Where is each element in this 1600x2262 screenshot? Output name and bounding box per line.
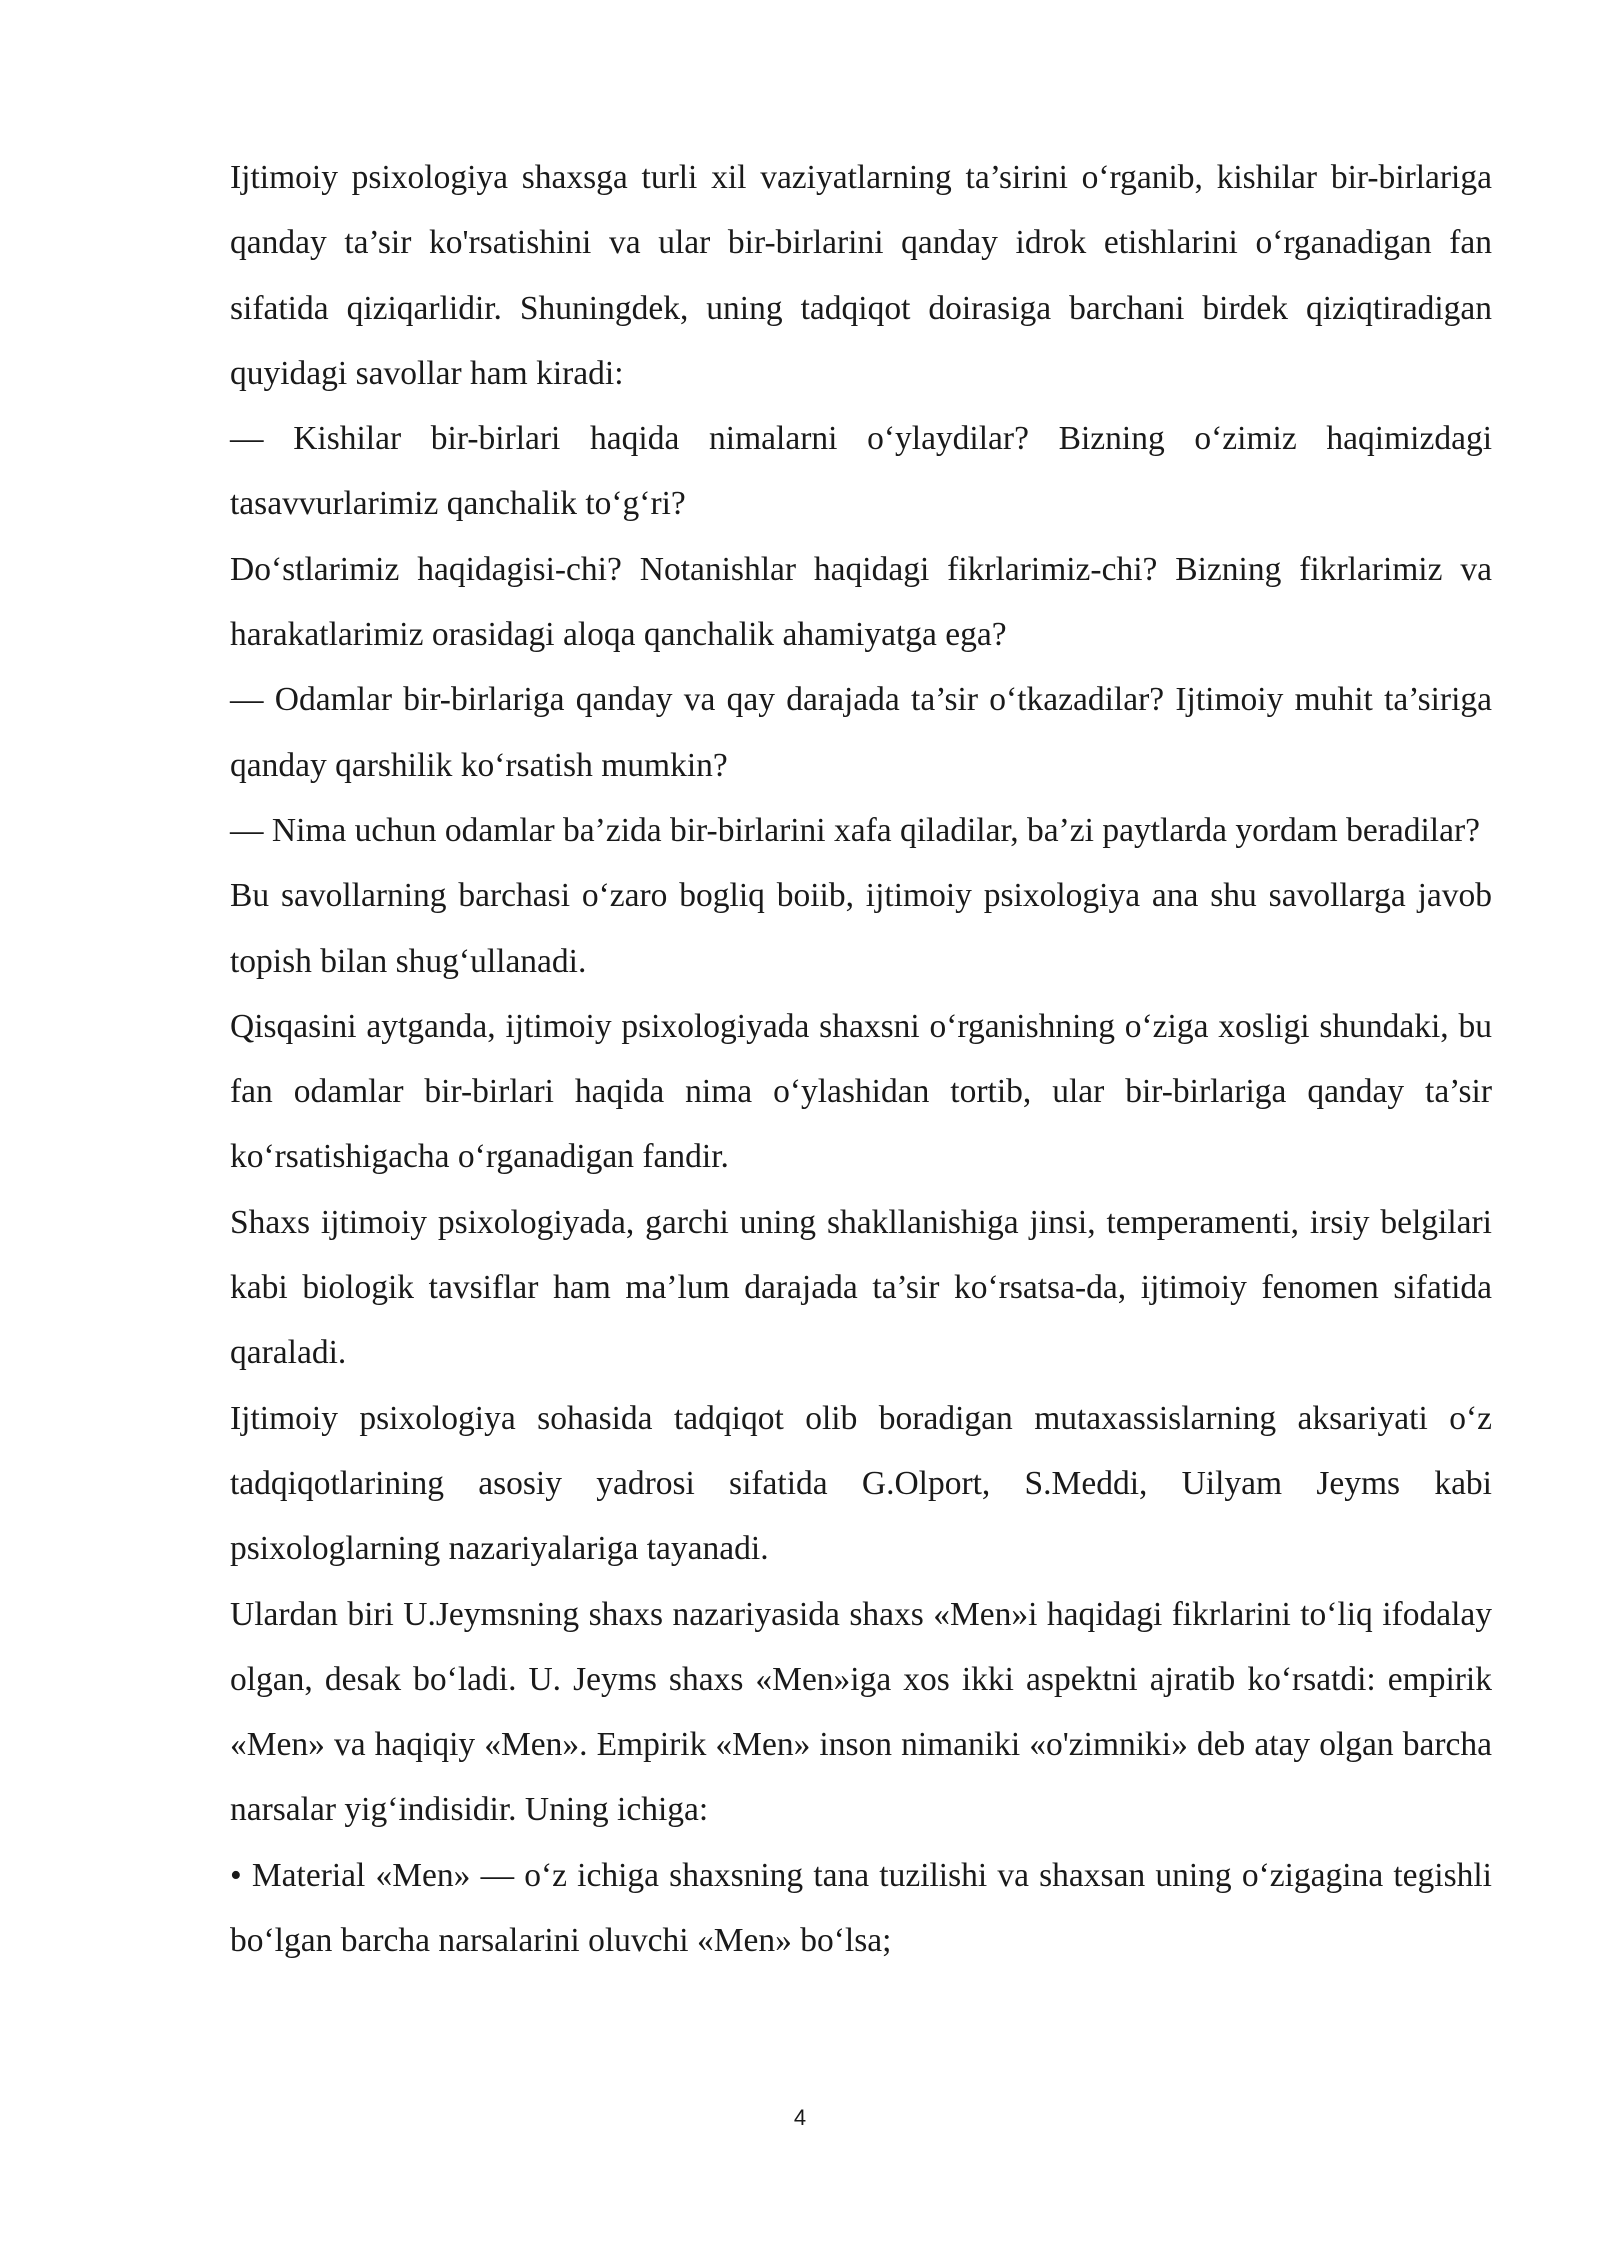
paragraph-summary-questions: Bu savollarning barchasi o‘zaro bogliq boiib, ijtimoiy psixologiya ana shu savollarga javob topish bilan shug‘ullanadi. bbox=[230, 877, 1492, 980]
page-number: 4 bbox=[793, 2105, 807, 2130]
body-text bbox=[230, 145, 1492, 1973]
paragraph-intro: Ijtimoiy psixologiya shaxsga turli xil vaziyatlarning ta’sirini o‘rganib, kishilar bir-birlariga qanday ta’sir ko'rsatishini va ular bir-birlarini qanday idrok etishlarini o‘rganadigan fan sifatida qiziqarlidir. Shuningdek, uning tadqiqot doirasiga barchani birdek qiziqtiradigan quyidagi savollar ham kiradi: bbox=[230, 159, 1492, 392]
paragraph-material-self: • Material «Men» — o‘z ichiga shaxsning tana tuzilishi va shaxsan uning o‘zigagina tegishli bo‘lgan barcha narsalarini oluvchi «Men» bo‘lsa; bbox=[230, 1856, 1492, 1960]
paragraph-researchers: Ijtimoiy psixologiya sohasida tadqiqot olib boradigan mutaxassislarning aksariyati o‘z tadqiqotlarining asosiy yadrosi sifatida G.Olport, S.Meddi, Uilyam Jeyms kabi psixologlarning nazariyalariga tayanadi. bbox=[230, 1399, 1492, 1568]
paragraph-social-phenomenon: Shaxs ijtimoiy psixologiyada, garchi uning shakllanishiga jinsi, temperamenti, irsiy belgilari kabi biologik tavsiflar ham ma’lum darajada ta’sir ko‘rsatsa-da, ijtimoiy fenomen sifatida qaraladi. bbox=[230, 1203, 1492, 1372]
paragraph-question-2: Do‘stlarimiz haqidagisi-chi? Notanishlar haqidagi fikrlarimiz-chi? Bizning fikrlarimiz va harakatlarimiz orasidagi aloqa qanchalik ahamiyatga ega? bbox=[230, 550, 1492, 654]
paragraph-question-4: — Nima uchun odamlar ba’zida bir-birlarini xafa qiladilar, ba’zi paytlarda yordam beradilar? bbox=[230, 811, 1480, 849]
paragraph-short-definition: Qisqasini aytganda, ijtimoiy psixologiyada shaxsni o‘rganishning o‘ziga xosligi shundaki, bu fan odamlar bir-birlari haqida nima o‘ylashidan tortib, ular bir-birlariga qanday ta’sir ko‘rsatishigacha o‘rganadigan fandir. bbox=[230, 1007, 1492, 1176]
paragraph-james-theory: Ulardan biri U.Jeymsning shaxs nazariyasida shaxs «Men»i haqidagi fikrlarini to‘liq ifodalay olgan, desak bo‘ladi. U. Jeyms shaxs «Men»iga xos ikki aspektni ajratib ko‘rsatdi: empirik «Men» va haqiqiy «Men». Empirik «Men» inson nimaniki «o'zimniki» deb atay olgan barcha narsalar yig‘indisidir. Uning ichiga: bbox=[230, 1595, 1492, 1829]
paragraph-question-3: — Odamlar bir-birlariga qanday va qay darajada ta’sir o‘tkazadilar? Ijtimoiy muhit ta’siriga qanday qarshilik ko‘rsatish mumkin? bbox=[230, 681, 1492, 784]
paragraph-question-1: — Kishilar bir-birlari haqida nimalarni o‘ylaydilar? Bizning o‘zimiz haqimizdagi tasavvurlarimiz qanchalik to‘g‘ri? bbox=[230, 420, 1492, 523]
